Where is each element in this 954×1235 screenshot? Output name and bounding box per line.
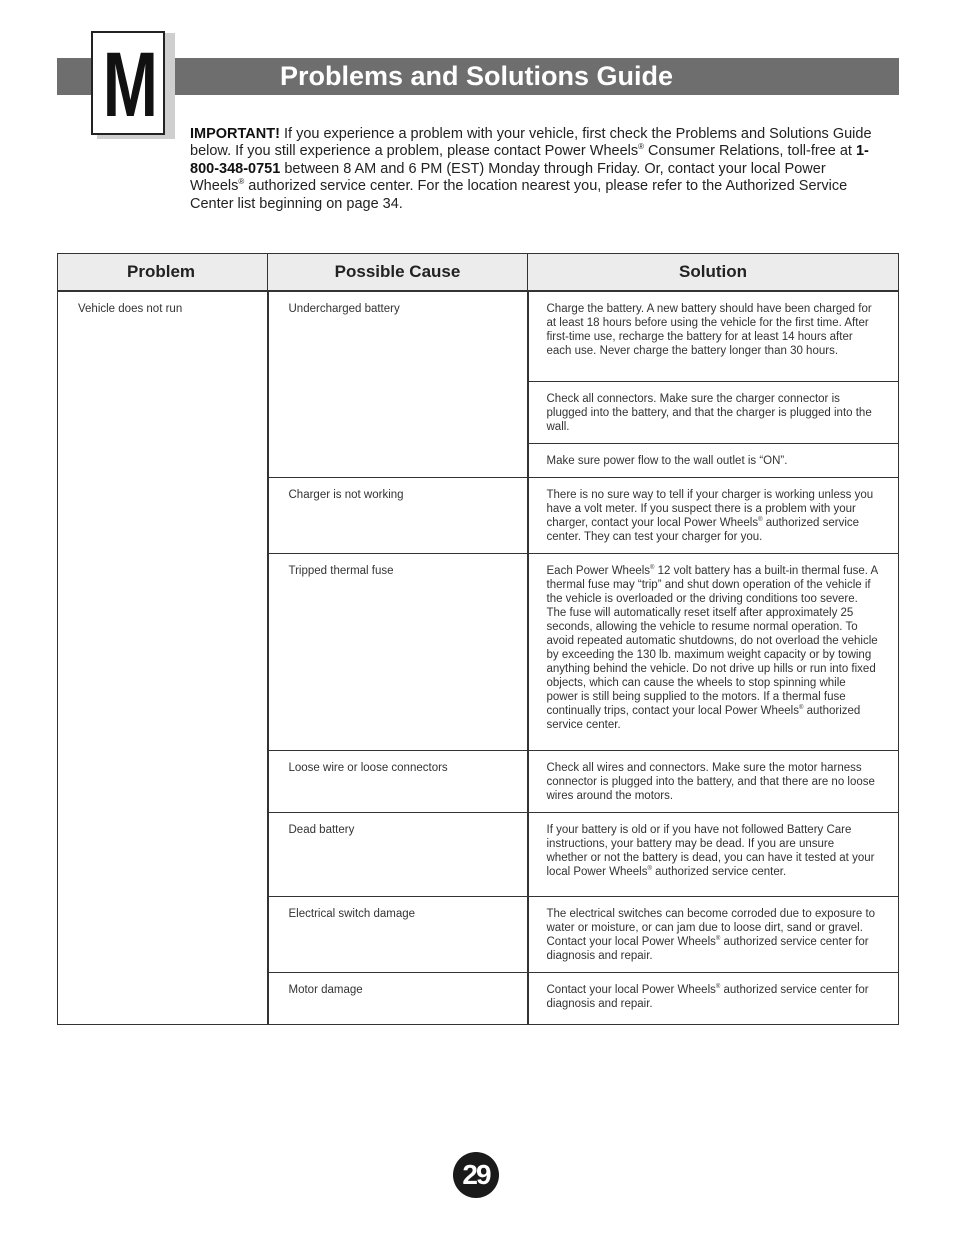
cause-cell: Tripped thermal fuse bbox=[268, 553, 528, 750]
header-problem: Problem bbox=[58, 254, 268, 292]
cause-cell: Motor damage bbox=[268, 972, 528, 1024]
solution-cell: Make sure power flow to the wall outlet is “ON”. bbox=[528, 443, 899, 477]
cause-cell: Charger is not working bbox=[268, 477, 528, 553]
problem-cell: Vehicle does not run bbox=[58, 291, 268, 1024]
cause-cell: Dead battery bbox=[268, 812, 528, 896]
header-possible-cause: Possible Cause bbox=[268, 254, 528, 292]
section-tab bbox=[91, 31, 165, 135]
phone-number: 1-800-348-0751 bbox=[190, 143, 869, 177]
cause-cell: Electrical switch damage bbox=[268, 896, 528, 972]
page-number: 29 bbox=[453, 1152, 499, 1198]
solution-cell: There is no sure way to tell if your charger is working unless you have a volt meter. If you suspect there is a problem with your charger, contact your local Power Wheels® authorized service center. They can test your charger for you. bbox=[528, 477, 899, 553]
problems-solutions-table bbox=[57, 253, 899, 1025]
solution-cell: The electrical switches can become corroded due to exposure to water or moisture, or can jam due to loose dirt, sand or gravel. Contact your local Power Wheels® authorized service center for diagnosis and repair. bbox=[528, 896, 899, 972]
cause-cell: Loose wire or loose connectors bbox=[268, 750, 528, 812]
solution-cell: Check all connectors. Make sure the charger connector is plugged into the battery, and that the charger is plugged into the wall. bbox=[528, 381, 899, 443]
header-solution: Solution bbox=[528, 254, 899, 292]
cause-cell: Undercharged battery bbox=[268, 291, 528, 477]
intro-paragraph: IMPORTANT! If you experience a problem with your vehicle, first check the Problems and Solutions Guide below. If you still experience a problem, please contact Power Wheels® Consumer Relations, toll-free at 1-800-348-0751 between 8 AM and 6 PM (EST) Monday through Friday. Or, contact your local Power Wheels® authorized service center. For the location nearest you, please refer to the Authorized Service Center list beginning on page 34. bbox=[190, 126, 872, 212]
solution-cell: Charge the battery. A new battery should have been charged for at least 18 hours before using the vehicle for the first time. After first-time use, recharge the battery for at least 14 hours after each use. Never charge the battery longer than 30 hours. bbox=[528, 291, 899, 381]
important-label: IMPORTANT! bbox=[190, 126, 280, 142]
solution-cell: Check all wires and connectors. Make sure the motor harness connector is plugged into the battery, and that there are no loose wires around the motors. bbox=[528, 750, 899, 812]
table-row bbox=[58, 291, 899, 381]
table-header-row bbox=[58, 254, 899, 292]
solution-cell: Each Power Wheels® 12 volt battery has a built-in thermal fuse. A thermal fuse may “trip” and shut down operation of the vehicle if the vehicle is overloaded or the driving conditions too severe. The fuse will automatically reset itself after approximately 25 seconds, allowing the vehicle to resume normal operation. To avoid repeated automatic shutdowns, do not overload the vehicle by exceeding the 130 lb. maximum weight capacity or by towing anything behind the vehicle. Do not drive up hills or run into fixed objects, which can cause the wheels to stop spinning while power is still being supplied to the motors. If a thermal fuse continually trips, contact your local Power Wheels® authorized service center. bbox=[528, 553, 899, 750]
solution-cell: If your battery is old or if you have not followed Battery Care instructions, your battery may be dead. If you are unsure whether or not the battery is dead, you can have it tested at your local Power Wheels® authorized service center. bbox=[528, 812, 899, 896]
solution-cell: Contact your local Power Wheels® authorized service center for diagnosis and repair. bbox=[528, 972, 899, 1024]
section-letter: M bbox=[102, 34, 158, 136]
page-title: Problems and Solutions Guide bbox=[280, 61, 674, 91]
